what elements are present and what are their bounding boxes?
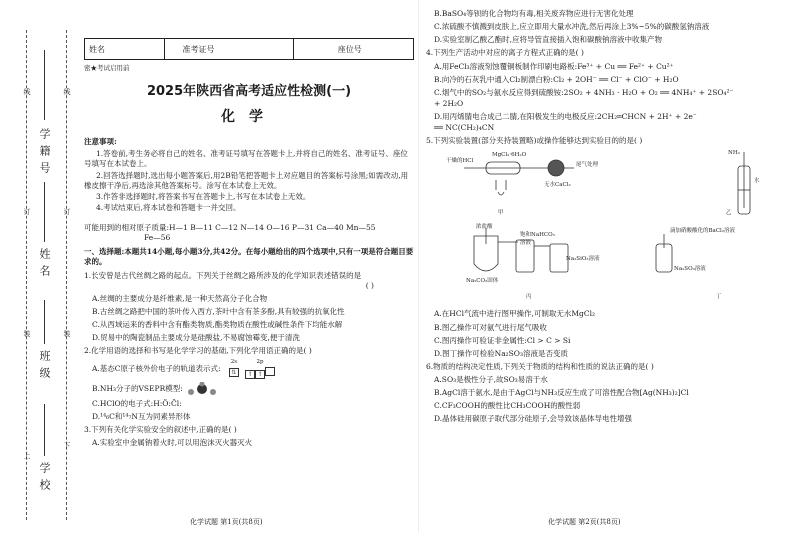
option[interactable]: D.用丙烯腈电合成己二腈,在阳极发生的电极反应:2CH₂═CHCN + 2H⁺ + 2e⁻ <box>434 112 697 121</box>
option[interactable]: C.烟气中的SO₂与氨水反应得到硫酸铵:2SO₂ + 4NH₃ · H₂O + O₂ ══ 4NH₄⁺ + 2SO₄²⁻ <box>434 87 734 97</box>
option[interactable]: D.晶体硅用碳原子取代部分硅原子,会导致该晶体导电性增强 <box>434 414 633 424</box>
question-6-stem: 6.物质的结构决定性质,下列关于物质的结构和性质的说法正确的是( ) <box>426 361 654 371</box>
option[interactable]: D.贸易中的陶瓷制品主要成分是硅酸盐,不易腐蚀霉变,便于清洗 <box>92 333 300 343</box>
label-nh3: NH₃ <box>728 150 740 157</box>
option[interactable]: B.古丝绸之路把中国的茶叶传入西方,茶叶中含有茶多酚,具有较强的抗氧化性 <box>92 306 345 316</box>
note-item: 2.回答选择题时,选出每小题答案后,用2B铅笔把答题卡上对应题目的答案标号涂黑;如需改动,用橡皮擦干净后,再选涂其他答案标号。涂写在本试卷上无效。 <box>84 170 409 190</box>
option[interactable]: A.基态C原子核外价电子的轨道表示式: 2s ⇅ 2p ↑ ↑ <box>84 359 414 379</box>
option-continued: ══ NC(CH₂)₄CN <box>434 123 495 133</box>
margin-label-ding-2: 订 <box>63 208 71 215</box>
info-cell-exam-number[interactable]: 准考证号 <box>165 39 294 59</box>
option[interactable]: D.实验室制乙酸乙酯时,应将导管直接插入饱和碳酸钠溶液中收集产物 <box>434 35 663 45</box>
option[interactable]: A.用FeCl₃溶液刻蚀覆铜板制作印刷电路板:Fe³⁺ + Cu ══ Fe²⁺ + Cu²⁺ <box>434 61 674 71</box>
margin-label-xia: 下 <box>63 442 71 449</box>
page-2 <box>426 6 788 425</box>
label-water: 水 <box>754 178 760 185</box>
option[interactable]: C.从西域运来的香料中含有酯类物质,酯类物质在酸性或碱性条件下均能水解 <box>92 320 343 330</box>
binding-margin <box>0 0 80 533</box>
cut-line-outer <box>26 30 27 520</box>
orbital-box: ↑ <box>255 370 265 379</box>
option[interactable]: A.SO₃是极性分子,故SO₃易溶于水 <box>434 375 548 384</box>
field-school-line <box>44 404 45 456</box>
option[interactable]: C.图丙操作可验证非金属性:Cl > C > Si <box>434 335 571 345</box>
option[interactable]: A.实验室中金属钠着火时,可以用泡沫灭火器灭火 <box>92 438 253 448</box>
option[interactable]: A.在HCl气流中进行图甲操作,可制取无水MgCl₂ <box>434 309 595 319</box>
field-school: 学校 <box>38 462 51 496</box>
subject-title: 化学 <box>221 109 277 126</box>
label-fig-ding: 丁 <box>716 294 722 301</box>
candidate-info-table <box>84 38 414 60</box>
option[interactable]: B.NH₃分子的VSEPR模型: <box>84 382 414 396</box>
notes-heading: 注意事项: <box>84 137 117 147</box>
question-4-stem: 4.下列生产活动中对应的离子方程式正确的是( ) <box>426 48 584 58</box>
label-nahco3: 饱和NaHCO₃溶液 <box>520 232 555 246</box>
secret-mark: 密★考试启用前 <box>84 64 130 72</box>
option-continued: + 2H₂O <box>434 98 464 108</box>
option[interactable]: D.图丁操作可检验Na₂SO₃溶液是否变质 <box>434 348 568 358</box>
option[interactable]: C.HClO的电子式:H:Ö:C̈l: <box>92 399 182 408</box>
exam-title: 2025年陕西省高考适应性检测(一) <box>146 83 352 99</box>
field-student-id: 学籍号 <box>38 128 51 179</box>
label-tail-gas: 尾气处理 <box>576 162 599 169</box>
label-bacl2: 滴加硝酸酸化的BaCl₂溶液 <box>670 228 735 235</box>
label-na2sio3: Na₂SiO₃溶液 <box>566 256 600 263</box>
note-item: 3.作答非选择题时,将答案书写在答题卡上,书写在本试卷上无效。 <box>96 191 311 201</box>
question-1-stem: 1.长安曾是古代丝绸之路的起点。下列关于丝绸之路所涉及的化学知识表述错误的是 <box>84 270 362 280</box>
option[interactable]: B.向冷的石灰乳中通入Cl₂制漂白粉:Cl₂ + 2OH⁻ ══ Cl⁻ + ClO⁻ + H₂O <box>434 74 679 84</box>
label-na2co3: Na₂CO₃固体 <box>466 278 499 285</box>
option[interactable]: B.图乙操作可对氨气进行尾气吸收 <box>434 322 547 332</box>
label-conc-hcl: 浓盐酸 <box>476 224 493 231</box>
page-gutter <box>418 0 419 533</box>
info-cell-seat[interactable]: 座位号 <box>337 44 362 54</box>
option[interactable]: C.浓硫酸不慎溅到皮肤上,应立即用大量水冲洗,然后再涂上3%~5%的碳酸氢钠溶液 <box>434 22 710 32</box>
orbital-box: ⇅ <box>229 368 239 377</box>
section-1-heading: 一、选择题:本题共14小题,每小题3分,共42分。在每小题给出的四个选项中,只有一项是符合题目要求的。 <box>84 247 414 267</box>
info-cell-name[interactable]: 姓名 <box>85 39 165 59</box>
margin-label-line-2: 线 <box>63 88 71 95</box>
label-na2so3: Na₂SO₃溶液 <box>674 266 706 273</box>
field-class: 班级 <box>38 350 51 384</box>
orbital-box <box>265 367 275 376</box>
question-3-stem: 3.下列有关化学实验安全的叙述中,正确的是( ) <box>84 425 237 435</box>
apparatus-figure <box>426 148 788 306</box>
label-fig-jia: 甲 <box>498 210 504 217</box>
option[interactable]: B.BaSO₄等钡的化合物均有毒,相关废弃物应进行无害化处理 <box>434 9 634 18</box>
atomic-masses: 可能用到的相对原子质量:H—1 B—11 C—12 N—14 O—16 P—31 Ca—40 Mn—55 <box>84 223 376 233</box>
option[interactable]: D.¹⁴₆C和¹⁴₇N互为同素异形体 <box>92 412 191 422</box>
note-item: 4.考试结束后,将本试卷和答题卡一并交回。 <box>96 202 241 212</box>
label-fig-bing: 丙 <box>526 294 532 301</box>
option[interactable]: B.AgCl溶于氨水,是由于AgCl与NH₃反应生成了可溶性配合物[Ag(NH₃)₂]Cl <box>434 388 689 398</box>
vsepr-model-icon <box>185 382 219 396</box>
page-1-footer: 化学试题 第1页(共8页) <box>190 518 263 526</box>
field-name-line <box>44 182 45 242</box>
page-2-footer: 化学试题 第2页(共8页) <box>548 518 621 526</box>
label-mgcl2: MgCl₂·6H₂O <box>492 152 527 159</box>
page-1 <box>84 64 414 449</box>
question-5-stem: 5.下列实验装置(部分夹持装置略)或操作能够达到实验目的的是( ) <box>426 136 643 146</box>
note-item: 1.答卷前,考生务必将自己的姓名、准考证号填写在答题卡上,并将自己的姓名、准考证号、座位号填写在本试卷上。 <box>84 149 408 169</box>
field-student-id-line <box>44 50 45 120</box>
margin-label-zhuang-2: 装 <box>63 330 71 337</box>
answer-blank: ( ) <box>365 280 374 290</box>
atomic-masses-cont: Fe—56 <box>144 233 171 243</box>
label-cacl2: 无水CaCl₂ <box>544 182 571 189</box>
label-dry-hcl: 干燥的HCl <box>446 158 474 165</box>
orbital-box: ↑ <box>245 370 255 379</box>
margin-label-ding: 订 <box>23 208 31 215</box>
option[interactable]: A.丝绸的主要成分是纤维素,是一种天然高分子化合物 <box>92 293 268 303</box>
margin-label-zhuang: 装 <box>23 330 31 337</box>
margin-label-shang: 上 <box>23 452 31 459</box>
margin-label-line: 线 <box>23 88 31 95</box>
option[interactable]: C.CF₃COOH的酸性比CH₃COOH的酸性弱 <box>434 401 581 411</box>
label-fig-yi: 乙 <box>726 210 732 217</box>
field-class-line <box>44 300 45 344</box>
question-2-stem: 2.化学用语的选择和书写是化学学习的基础,下列化学用语正确的是( ) <box>84 346 312 356</box>
field-name: 姓名 <box>38 248 51 282</box>
orbital-diagram: 2s ⇅ 2p ↑ ↑ <box>229 359 275 379</box>
